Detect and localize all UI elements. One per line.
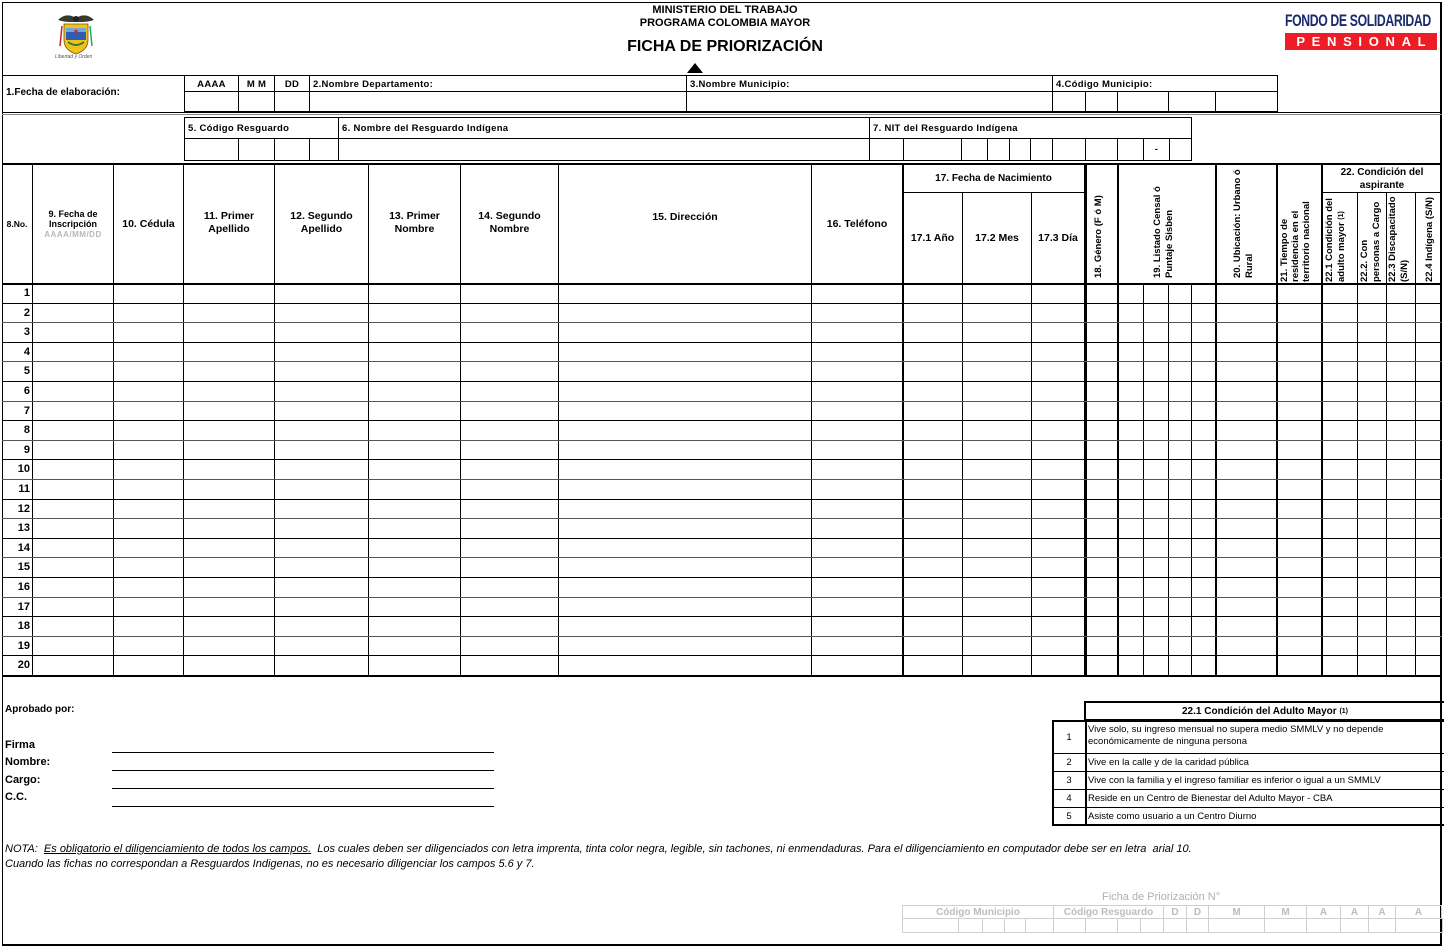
colombia-coat-of-arms-logo <box>52 10 100 62</box>
ficha-m2-label: M <box>1264 905 1307 919</box>
header-fecha-nacimiento: 17. Fecha de Nacimiento <box>935 173 1052 184</box>
fsp-letter: L <box>1417 34 1426 49</box>
nit-resguardo-label: 7. NIT del Resguardo Indígena <box>869 117 1192 139</box>
row-number: 2 <box>23 307 30 319</box>
aaaa-label: AAAA <box>184 75 239 92</box>
municipio-label: 3.Nombre Municipio: <box>686 75 1053 92</box>
ficha-numero-title: Ficha de Priorización N° <box>1102 891 1221 903</box>
table-row[interactable] <box>33 580 1441 597</box>
row-number: 1 <box>23 287 30 299</box>
departamento-input[interactable] <box>309 91 687 112</box>
legend-title <box>1084 701 1444 721</box>
codigo-resguardo-digit[interactable] <box>309 138 339 161</box>
ficha-numero-digit-input[interactable] <box>1186 918 1209 933</box>
cc-label: C.C. <box>5 791 27 803</box>
codigo-resguardo-label: 5. Código Resguardo <box>184 117 339 139</box>
ficha-d1-label: D <box>1163 905 1187 919</box>
dd-label: DD <box>274 75 310 92</box>
table-row-divider <box>2 303 1442 304</box>
row-number: 13 <box>17 522 30 534</box>
codigo-resguardo-digit[interactable] <box>184 138 239 161</box>
nit-digit[interactable] <box>987 138 1010 161</box>
legend-row-divider <box>1054 789 1444 790</box>
header-221-text: adulto mayor <box>1336 222 1347 282</box>
table-row-divider <box>2 636 1442 637</box>
ficha-numero-digit-input[interactable] <box>1025 918 1054 933</box>
row-number: 3 <box>23 326 30 338</box>
fsp-letter: I <box>1358 34 1363 49</box>
legend-row-divider <box>1054 753 1444 754</box>
row-number: 12 <box>17 503 30 515</box>
fondo-solidaridad-pensional-logo <box>1285 11 1437 50</box>
fsp-letter: N <box>1385 34 1395 49</box>
ficha-numero-digit-input[interactable] <box>1264 918 1307 933</box>
ficha-numero-digit-input[interactable] <box>1208 918 1265 933</box>
header-222-line1: 22.2. Con <box>1359 239 1370 282</box>
cc-line[interactable] <box>112 806 494 807</box>
header-222-line2: personas a Cargo <box>1371 201 1382 282</box>
table-row[interactable] <box>33 423 1441 440</box>
table-row-divider <box>2 342 1442 343</box>
page-title: FICHA DE PRIORIZACIÓN <box>627 38 823 55</box>
table-row-divider <box>2 597 1442 598</box>
nit-digit[interactable] <box>961 138 988 161</box>
legend-item-line: Vive en la calle y de la caridad pública <box>1088 757 1249 768</box>
triangle-marker-icon <box>687 63 703 73</box>
header-listado-line2: Puntaje Sisben <box>1164 209 1175 278</box>
header-anio: 17.1 Año <box>910 232 955 244</box>
table-row[interactable] <box>33 560 1441 577</box>
fsp-logo-bottom-text <box>1285 33 1437 50</box>
legend-item-number: 1 <box>1066 732 1072 743</box>
row-number: 14 <box>17 542 30 554</box>
ficha-numero-digit-input[interactable] <box>982 918 1005 933</box>
nit-digit[interactable] <box>869 138 904 161</box>
nombre-resguardo-input[interactable] <box>338 138 870 161</box>
table-row-divider <box>2 479 1442 480</box>
ficha-numero-digit-input[interactable] <box>1395 918 1443 933</box>
header-223-line2: (S/N) <box>1399 259 1410 282</box>
codigo-resguardo-digit[interactable] <box>274 138 310 161</box>
header-no: 8.No. <box>6 219 28 229</box>
ficha-numero-digit-input[interactable] <box>1004 918 1026 933</box>
header-primer-apellido: 11. Primer Apellido <box>203 210 255 235</box>
ficha-numero-digit-input[interactable] <box>902 918 959 933</box>
ficha-numero-digit-input[interactable] <box>1117 918 1141 933</box>
ficha-numero-digit-input[interactable] <box>958 918 983 933</box>
fecha-mm-input[interactable] <box>238 91 275 112</box>
row-number: 6 <box>23 385 30 397</box>
row-number: 9 <box>23 444 30 456</box>
firma-label: Firma <box>5 739 35 751</box>
table-row[interactable] <box>33 541 1441 558</box>
table-row-divider <box>2 401 1442 402</box>
codigo-municipio-digit[interactable] <box>1117 91 1169 112</box>
legend-item-text <box>1088 793 1440 805</box>
nit-digit[interactable] <box>1085 138 1118 161</box>
header-primer-nombre: 13. Primer Nombre <box>389 210 440 235</box>
header-direccion: 15. Dirección <box>652 211 718 223</box>
cargo-label: Cargo: <box>5 774 41 786</box>
fecha-dd-input[interactable] <box>274 91 310 112</box>
fsp-letter: N <box>1327 34 1337 49</box>
row-number: 8 <box>23 424 30 436</box>
table-row[interactable] <box>33 345 1441 362</box>
ficha-d2-label: D <box>1186 905 1209 919</box>
row-number: 19 <box>17 640 30 652</box>
ficha-numero-digit-input[interactable] <box>1368 918 1396 933</box>
aprobado-por-label: Aprobado por: <box>5 704 75 715</box>
codigo-municipio-digit[interactable] <box>1052 91 1086 112</box>
nombre-resguardo-label: 6. Nombre del Resguardo Indígena <box>338 117 870 139</box>
legend-item-line: Reside en un Centro de Bienestar del Adulto Mayor - CBA <box>1088 793 1333 804</box>
table-row[interactable] <box>33 482 1441 499</box>
table-row[interactable] <box>33 306 1441 323</box>
nit-digit[interactable] <box>1009 138 1031 161</box>
mm-label: M M <box>238 75 275 92</box>
nit-digit[interactable] <box>1052 138 1086 161</box>
table-top-border <box>2 163 1442 165</box>
ficha-numero-digit-input[interactable] <box>1340 918 1369 933</box>
fecha-aaaa-input[interactable] <box>184 91 239 112</box>
legend-item-text <box>1088 775 1440 787</box>
legend-item-line: Vive solo, su ingreso mensual no supera medio SMMLV y no depende <box>1088 724 1384 735</box>
divider <box>2 112 1442 113</box>
nit-check-digit[interactable] <box>1169 138 1192 161</box>
header-cedula: 10. Cédula <box>122 218 175 230</box>
ficha-numero-digit-input[interactable] <box>1053 918 1086 933</box>
header-221-line1: 22.1 Condición del <box>1324 198 1335 282</box>
nombre-line[interactable] <box>112 770 494 771</box>
ficha-numero-digit-input[interactable] <box>1085 918 1118 933</box>
legend-item-number: 5 <box>1066 810 1072 822</box>
row-number: 4 <box>23 346 30 358</box>
table-row[interactable] <box>33 462 1441 479</box>
fsp-letter: S <box>1343 34 1352 49</box>
nota-line1 <box>5 843 1192 855</box>
table-row-divider <box>2 675 1442 677</box>
ficha-numero-digit-input[interactable] <box>1140 918 1164 933</box>
fsp-letter: A <box>1401 34 1411 49</box>
legend-item-number: 3 <box>1066 774 1072 786</box>
ficha-codigo-resguardo-label: Código Resguardo <box>1053 905 1164 919</box>
ficha-a2-label: A <box>1340 905 1369 919</box>
codigo-municipio-digit[interactable] <box>1215 91 1278 112</box>
table-row[interactable] <box>33 639 1441 656</box>
header-genero: 18. Género (F ó M) <box>1093 195 1104 278</box>
table-row[interactable] <box>33 364 1441 381</box>
table-row[interactable] <box>33 404 1441 421</box>
codigo-municipio-digit[interactable] <box>1085 91 1118 112</box>
codigo-resguardo-digit[interactable] <box>238 138 275 161</box>
ficha-numero-digit-input[interactable] <box>1163 918 1187 933</box>
table-row[interactable] <box>33 521 1441 538</box>
legend-title-sup: (1) <box>1339 707 1348 715</box>
ficha-a4-label: A <box>1395 905 1442 919</box>
row-number: 7 <box>23 405 30 417</box>
row-number: 5 <box>23 365 30 377</box>
fecha-elaboracion-label: 1.Fecha de elaboración: <box>6 87 120 98</box>
nota-prefix: NOTA: <box>5 843 44 855</box>
cargo-line[interactable] <box>112 788 494 789</box>
header-tiempo-line1: 21. Tiempo de <box>1279 218 1290 282</box>
escudo-motto: Libertad y Orden <box>55 54 93 60</box>
header-ubicacion-line2: Rural <box>1244 253 1255 278</box>
ficha-m1-label: M <box>1208 905 1265 919</box>
row-number: 11 <box>18 483 30 495</box>
legend-title-text: 22.1 Condición del Adulto Mayor <box>1182 705 1337 717</box>
nota-rest: Los cuales deben ser diligenciados con letra imprenta, tinta color negra, legible, sin tachones, ni enmendaduras. Para el diligenciamiento en computador debe ser en letra arial 10. <box>311 843 1192 855</box>
header-mes: 17.2 Mes <box>975 232 1019 244</box>
legend-item-line: económicamente de ninguna persona <box>1088 736 1247 747</box>
legend-item-text <box>1088 757 1440 769</box>
legend-item-text <box>1088 724 1440 748</box>
legend-item-number: 4 <box>1066 792 1072 804</box>
legend-item-number: 2 <box>1066 756 1072 768</box>
table-row[interactable] <box>33 286 1441 303</box>
header-condicion-aspirante: 22. Condición del aspirante <box>1340 167 1424 191</box>
table-row[interactable] <box>33 658 1441 675</box>
codigo-municipio-label: 4.Código Municipio: <box>1052 75 1278 92</box>
ficha-numero-digit-input[interactable] <box>1306 918 1341 933</box>
nit-digit[interactable] <box>903 138 962 161</box>
nit-check-separator: - <box>1143 138 1170 161</box>
header-ubicacion-line1: 20. Ubicación: Urbano ó <box>1232 169 1243 278</box>
firma-line[interactable] <box>112 752 494 753</box>
header-dia: 17.3 Día <box>1038 232 1078 244</box>
header-223-line1: 22.3 Discapacitado <box>1387 196 1398 282</box>
table-row[interactable] <box>33 502 1441 519</box>
fsp-letter: P <box>1296 34 1305 49</box>
legend-row-divider <box>1054 771 1444 772</box>
program-title: PROGRAMA COLOMBIA MAYOR <box>639 17 811 29</box>
nota-underlined: Es obligatorio el diligenciamiento de todos los campos. <box>43 843 312 855</box>
fsp-letter: O <box>1368 34 1379 49</box>
table-row[interactable] <box>33 325 1441 342</box>
table-row-divider <box>2 538 1442 539</box>
header-221-sup: (1) <box>1338 211 1345 220</box>
header-bottom-border <box>2 283 1442 285</box>
header-fecha-inscripcion-hint: AAAA/MM/DD <box>44 230 102 239</box>
table-row-divider <box>2 577 1442 578</box>
header-listado-line1: 19. Listado Censal ó <box>1152 186 1163 278</box>
ficha-a1-label: A <box>1306 905 1341 919</box>
header-224: 22.4 Indígena (S/N) <box>1424 197 1435 282</box>
condicion-divider <box>1321 192 1442 193</box>
header-telefono: 16. Teléfono <box>826 218 888 230</box>
ministry-title: MINISTERIO DEL TRABAJO <box>652 4 798 16</box>
legend-item-line: Vive con la familia y el ingreso familiar es inferior o igual a un SMMLV <box>1088 775 1381 786</box>
header-tiempo-line3: territorio nacional <box>1301 201 1312 282</box>
header-segundo-apellido: 12. Segundo Apellido <box>290 210 353 235</box>
table-row[interactable] <box>33 600 1441 617</box>
nombre-label: Nombre: <box>5 756 51 768</box>
divider <box>2 114 1442 115</box>
header-fecha-inscripcion: 9. Fecha de Inscripción <box>48 209 98 229</box>
header-segundo-nombre: 14. Segundo Nombre <box>478 210 541 235</box>
legend-item-line: Asiste como usuario a un Centro Diurno <box>1088 811 1257 822</box>
row-number: 15 <box>17 561 30 573</box>
ficha-codigo-municipio-label: Código Municipio <box>902 905 1054 919</box>
table-row[interactable] <box>33 619 1441 636</box>
municipio-input[interactable] <box>686 91 1053 112</box>
nit-digit[interactable] <box>1030 138 1053 161</box>
ficha-a3-label: A <box>1368 905 1396 919</box>
table-row-divider <box>2 381 1442 382</box>
legend-item-text <box>1088 811 1440 823</box>
table-row[interactable] <box>33 384 1441 401</box>
departamento-label: 2.Nombre Departamento: <box>309 75 687 92</box>
header-tiempo-line2: residencia en el <box>1290 210 1301 282</box>
row-number: 18 <box>17 620 30 632</box>
table-row-divider <box>2 499 1442 500</box>
row-number: 16 <box>17 581 30 593</box>
table-row-divider <box>2 440 1442 441</box>
nota-line2: Cuando las fichas no correspondan a Resguardos Indigenas, no es necesario diligenciar los campos 5.6 y 7. <box>5 858 535 870</box>
legend-row-divider <box>1054 807 1444 808</box>
divider <box>1085 722 1087 826</box>
fecha-nacimiento-divider <box>902 192 1084 193</box>
table-row[interactable] <box>33 443 1441 460</box>
fsp-logo-top-text: FONDO DE SOLIDARIDAD <box>1285 11 1431 30</box>
nit-digit[interactable] <box>1117 138 1144 161</box>
row-number: 17 <box>17 601 30 613</box>
header-221-line2 <box>1336 194 1347 282</box>
row-number: 20 <box>17 659 30 671</box>
row-number: 10 <box>17 463 30 475</box>
codigo-municipio-digit[interactable] <box>1168 91 1216 112</box>
fsp-letter: E <box>1311 34 1321 49</box>
